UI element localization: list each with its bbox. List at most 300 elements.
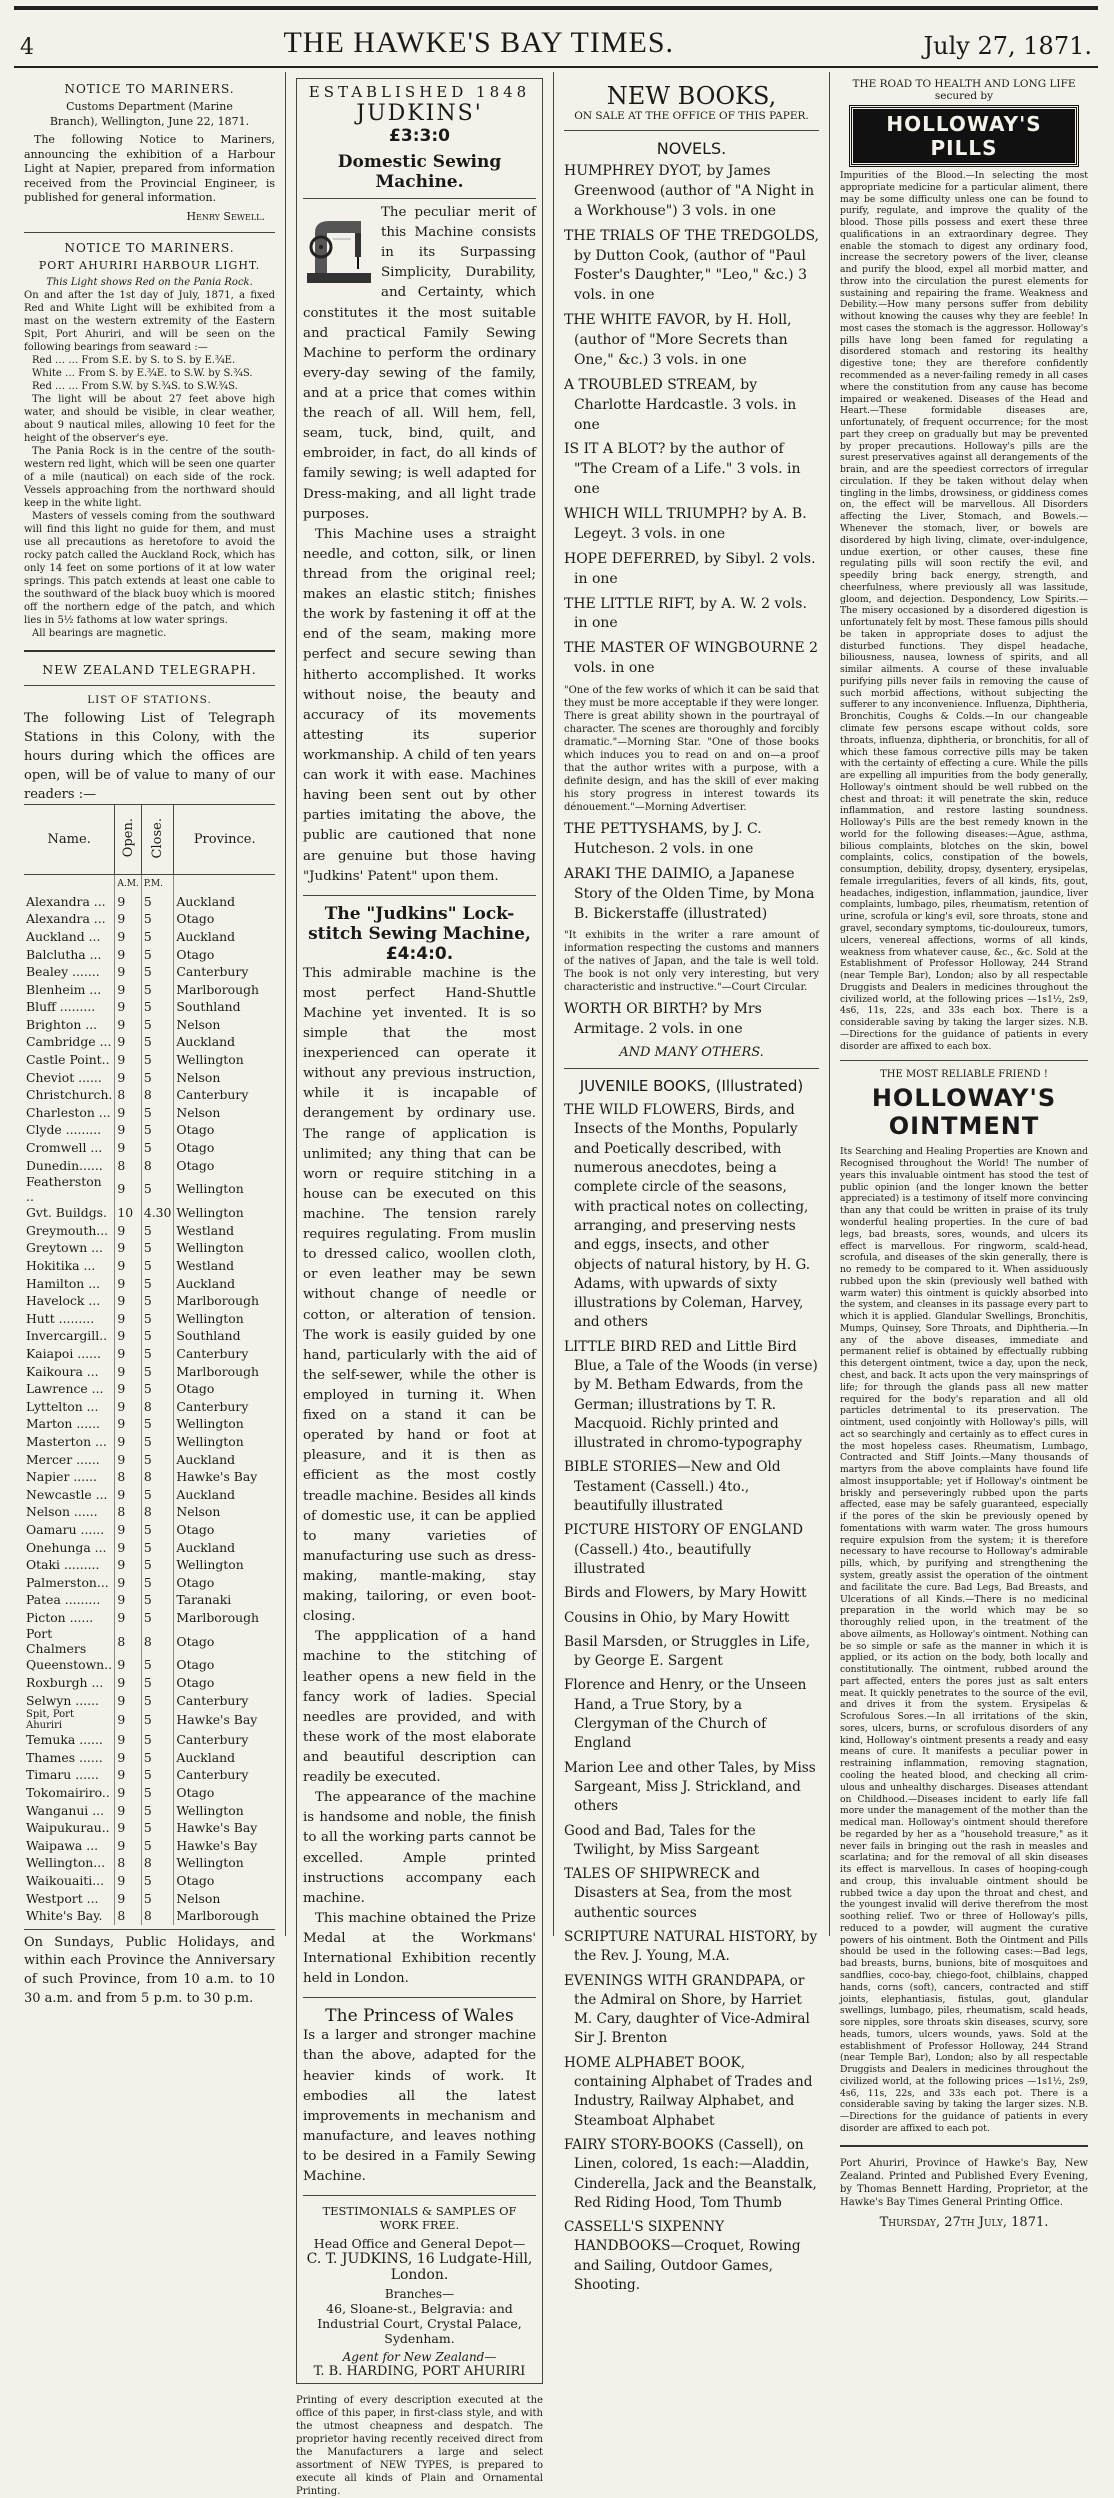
station-name: Featherston .. bbox=[24, 1174, 115, 1204]
open-hour: 9 bbox=[115, 1837, 141, 1855]
station-name: Queenstown.. bbox=[24, 1656, 115, 1674]
table-row bbox=[24, 1573, 275, 1591]
station-name: Bluff ......... bbox=[24, 998, 115, 1016]
divider bbox=[303, 1997, 536, 1998]
province: Canterbury bbox=[176, 1087, 249, 1103]
table-row bbox=[24, 1104, 275, 1122]
ointment-title: HOLLOWAY'S OINTMENT bbox=[871, 1084, 1057, 1141]
books-subtitle: ON SALE AT THE OFFICE OF THIS PAPER. bbox=[574, 110, 809, 122]
close-hour: 5 bbox=[141, 1362, 174, 1380]
judkins-p1: The peculiar merit of this Machine consists in its Surpassing Simplicity, Durability, and Certainty, which constitutes it the most suitable and practical Family Sewing Machine to perform the ordinary every-day sewing of the family, and at a price that comes within the reach of all. Will hem, fell, seam, tuck, bind, quilt, and embroider, in fact, do all kinds of family sewing; is well adapted for Dress-making, and all light trade purposes. bbox=[303, 205, 536, 522]
list-item: CASSELL'S SIXPENNY HANDBOOKS—Croquet, Rowing and Sailing, Outdoor Games, Shooting. bbox=[564, 2219, 801, 2294]
open-hour: 9 bbox=[115, 1691, 141, 1709]
province: Wellington bbox=[176, 1557, 244, 1573]
list-item: TALES OF SHIPWRECK and Disasters at Sea, from the most authentic sources bbox=[564, 1866, 792, 1921]
close-hour: 5 bbox=[141, 1327, 174, 1345]
open-hour: 9 bbox=[115, 1766, 141, 1784]
table-row bbox=[24, 1872, 275, 1890]
imprint-date: Thursday, 27th July, 1871. bbox=[879, 2214, 1049, 2230]
notice2-italic: This Light shows Red on the Pania Rock. bbox=[46, 277, 253, 289]
open-hour: 9 bbox=[115, 1450, 141, 1468]
province: Auckland bbox=[176, 1486, 236, 1502]
open-hour: 9 bbox=[115, 1656, 141, 1674]
province: Wellington bbox=[176, 1181, 244, 1197]
station-name: Thames ...... bbox=[24, 1749, 115, 1767]
open-hour: 8 bbox=[115, 1503, 141, 1521]
open-hour: 9 bbox=[115, 1222, 141, 1240]
close-hour: 5 bbox=[141, 1222, 174, 1240]
table-row bbox=[24, 1691, 275, 1709]
station-name: Oamaru ...... bbox=[24, 1521, 115, 1539]
notice1-title: NOTICE TO MARINERS. bbox=[64, 82, 235, 96]
province: Otago bbox=[176, 911, 215, 927]
office-label: Head Office and General Depot— bbox=[313, 2236, 526, 2252]
close-hour: 5 bbox=[141, 1749, 174, 1767]
printing-notice: Printing of every description executed at the office of this paper, in first-class style, and with the utmost cheapness and despatch. The proprietor having recently received direct from the Manufacturers a large and select assortment of NEW TYPES, is prepared to execute all kinds of Plain and Ornamental Printing. bbox=[296, 2395, 543, 2498]
open-hour: 9 bbox=[115, 1674, 141, 1692]
province: Otago bbox=[176, 1785, 215, 1801]
station-name: Roxburgh ... bbox=[24, 1674, 115, 1692]
judkins-p7: Is a larger and stronger machine than the above, adapted for the heavier kinds of work. It embodies all the latest improvements in mechanism and manufacture, and leaves nothing to be desired in a Family Sewing Machine. bbox=[303, 2028, 536, 2185]
list-item: THE TRIALS OF THE TREDGOLDS, by Dutton Cook, (author of "Paul Foster's Daughter," "Leo," &c.) 3 vols. in one bbox=[564, 227, 819, 304]
table-row bbox=[24, 1051, 275, 1069]
notice1-signature: Henry Sewell. bbox=[186, 209, 265, 223]
station-name: Spit, Port Ahuriri bbox=[24, 1709, 115, 1731]
list-item: ARAKI THE DAIMIO, a Japanese Story of the Olden Time, by Mona B. Bickerstaffe (illustrated) bbox=[564, 865, 815, 922]
province: Canterbury bbox=[176, 1767, 249, 1783]
province: Canterbury bbox=[176, 1345, 249, 1361]
list-item: THE LITTLE RIFT, by A. W. 2 vols. in one bbox=[564, 595, 807, 632]
telegraph-rows bbox=[24, 892, 275, 1924]
province: Canterbury bbox=[176, 1732, 249, 1748]
open-hour: 8 bbox=[115, 1626, 141, 1656]
close-hour: 5 bbox=[141, 1872, 174, 1890]
province: Wellington bbox=[176, 1802, 244, 1818]
telegraph-subtitle: LIST OF STATIONS. bbox=[87, 694, 212, 707]
open-hour: 9 bbox=[115, 945, 141, 963]
open-hour: 9 bbox=[115, 1415, 141, 1433]
ointment-text: Its Searching and Healing Properties are Known and Recognised throughout the World! The number of years this invaluable ointment has stood the test of public opinion (and the longer known the better appreciated) is a testimony of itself more convincing than any that could be written in praise of its truly wonderful healing properties. In the cure of bad legs, bad breasts, sores, wounds, and ulcers its effect is marvellous. For ringworm, scald-head, scrofula, and diseases of the skin generally, there is no remedy to be compared to it. When assiduously rubbed upon the skin (previously well bathed with warm water) this ointment is quickly absorbed into the system, and cleanses in its passage every part to which it is applied. Glandular Swellings, Bronchitis, Mumps, Quinsey, Sore Throats, and Diphtheria.—In any of the above diseases, immediate and permanent relief is obtained by effectually rubbing this detergent ointment, twice a day, upon the neck, chest, and back. It acts upon the very mainsprings of life; for through the glands pass all new matter required for the body's reparation and all old particles detrimental to its preservation. The ointment, used conjointly with Holloway's pills, will act so searchingly and certainly as to effect cures in the most hopeless cases. Rheumatism, Lumbago, Contracted and Stiff Joints.—Many thousands of martyrs from the above complaints have found life almost insupportable; yet if Holloway's ointment be briskly and perseveringly rubbed upon the parts affected, ease may be safely guaranteed, especially if the pores of the skin be previously opened by fomentations with warm water. The gross humours require expulsion from the system; it is therefore necessary to have recourse to Holloway's admirable pills, which, by purifying and strengthening the system, greatly assist the operation of the ointment and facilitate the cure. Bad Legs, Bad Breasts, and Ulcerations of all Kinds.—There is no medicinal preparation in the world which may be so thoroughly relied upon, in the treatment of the above ailments, as Holloway's ointment. Nothing can be so simple or safe as the manner in which it is applied, or its action on the body, both locally and constitutionally. The ointment, rubbed around the part affected, enters the pores just as salt enters meat. It quickly penetrates to the source of the evil, and drives it from the system. Erysipelas & Scrofulous Sores.—In all irritations of the skin, sores, ulcers, burns, or scrofulous disorders of any kind, Holloway's ointment presents a ready and easy means of cure. It manifests a peculiar power in restraining inflammation, removing stagnation, cooling the heated blood, and checking all crim-ulous and unhealthy discharges. Diseases attendant on Childhood.—Diseases incident to early life fall more under the management of the mother than the medical man. Holloway's ointment should therefore be regarded by her as a "household treasure," as it never fails in bringing out the rash in measles and scarlatina; and for the removal of all skin diseases its effect is marvellous. In cases of hooping-cough and croup, this invaluable ointment should be rubbed twice a day upon the throat and chest, and the youngest invalid will derive therefrom the most soothing relief. Two or three of Holloway's pills, reduced to a powder, will augment the curative powers of his ointment. Both the Ointment and Pills should be used in the following cases:—Bad legs, bad breasts, burns, bunions, bite of mosquitoes and sandflies, coco-bay, chiego-foot, chilblains, chapped hands, corns (soft), cancers, contracted and stiff joints, elephantiasis, fistulas, gout, glandular swellings, lumbago, piles, rheumatism, scald heads, sore nipples, sore throats skin diseases, scurvy, sore heads, tumors, ulcers wounds, yaws. Sold at the establishment of Professor Holloway, 244 Strand (near Temple Bar), London; also by all respectable Druggists and Dealers in medicines throughout the civilized world, at the following prices —1s1½, 2s9, 4s6, 11s, 22s, and 33s each pot. There is a considerable saving by taking the larger sizes. N.B.—Directions for the guidance of patients in every disorder are affixed to each pot. bbox=[840, 1146, 1088, 2134]
table-row bbox=[24, 1156, 275, 1174]
station-name: Masterton ... bbox=[24, 1433, 115, 1451]
open-hour: 9 bbox=[115, 1819, 141, 1837]
open-hour: 9 bbox=[115, 1609, 141, 1627]
open-hour: 9 bbox=[115, 1274, 141, 1292]
heading-1: Domestic Sewing Machine. bbox=[337, 152, 502, 192]
station-name: Newcastle ... bbox=[24, 1485, 115, 1503]
station-name: Cromwell ... bbox=[24, 1139, 115, 1157]
divider bbox=[564, 130, 819, 131]
open-hour: 9 bbox=[115, 910, 141, 928]
notice2-p2: The light will be about 27 feet above high water, and should be visible, in clear weather, about 9 nautical miles, allowing 10 feet for the height of the observer's eye. bbox=[24, 394, 275, 445]
close-hour: 5 bbox=[141, 1051, 174, 1069]
open-hour: 9 bbox=[115, 1556, 141, 1574]
province: Otago bbox=[176, 1521, 215, 1537]
close-hour: 8 bbox=[141, 1156, 174, 1174]
close-hour: 8 bbox=[141, 1086, 174, 1104]
station-name: Waipawa ... bbox=[24, 1837, 115, 1855]
province: Wellington bbox=[176, 1855, 244, 1871]
province: Hawke's Bay bbox=[176, 1712, 258, 1728]
list-item: LITTLE BIRD RED and Little Bird Blue, a Tale of the Woods (in verse) by M. Betham Edwards, from the German; illustrations by T. R. Macquoid. Richly printed and illustrated in chromo-typography bbox=[564, 1338, 818, 1452]
station-name: Invercargill.. bbox=[24, 1327, 115, 1345]
station-name: Lawrence ... bbox=[24, 1380, 115, 1398]
table-row bbox=[24, 1222, 275, 1240]
open-hour: 9 bbox=[115, 1257, 141, 1275]
close-hour: 5 bbox=[141, 1837, 174, 1855]
list-item: EVENINGS WITH GRANDPAPA, or the Admiral on Shore, by Harriet M. Cary, daughter of Vice-Admiral Sir J. Brenton bbox=[564, 1972, 810, 2047]
open-hour: 9 bbox=[115, 1538, 141, 1556]
open-hour: 8 bbox=[115, 1854, 141, 1872]
province: Southland bbox=[176, 999, 241, 1015]
table-row bbox=[24, 1591, 275, 1609]
notice2-p3: The Pania Rock is in the centre of the south-western red light, which will be seen one quarter of a mile (nautical) on each side of the rock. Vessels approaching from the northward should keep in the white light. bbox=[24, 446, 275, 510]
open-hour: 9 bbox=[115, 1784, 141, 1802]
open-hour: 9 bbox=[115, 1573, 141, 1591]
close-hour: 5 bbox=[141, 1766, 174, 1784]
pills-text: Impurities of the Blood.—In selecting the most appropriate medicine for a particular aliment, there may be some difficulty unless one can be found to purify, regulate, and improve the quality of the blood. Those pills possess and exert these three qualifications in an extraordinary degree. They enable the stomach to digest any ordinary food, increase the secretory powers of the liver, cleanse and purify the blood, expel all morbid matter, and throw into the circulation the purest elements for sustaining and repairing the frame. Weakness and Debility.—How many persons suffer from debility without knowing the causes why they are feeble! In most cases the stomach is the aggressor. Holloway's pills have long been famed for regulating a disordered stomach and restoring its healthy digestive tone; they are therefore confidently recommended as a never-failing remedy in all cases where the constitution from any cause has become impaired or weakened. Diseases of the Head and Heart.—These formidable diseases are, unfortunately, of frequent occurrence; for the most part they creep on gradually but may be prevented by proper precautions. Holloway's pills are the surest preservatives against all derangements of the brain, and are the speediest correctors of irregular circulation. If they be taken without delay when tingling in the limbs, drowsiness, or giddiness comes on, the effect will be marvellous. All Disorders affecting the Liver, Stomach, and Bowels.—Whenever the stomach, liver, or bowels are disordered by high living, climate, over-indulgence, undue exertion, or other causes, these fine regulating pills will soon rectify the evil, and speedily bring back energy, strength, and cheerfulness, where previously all was lassitude, gloom, and dejection. Despondency, Low Spirits.—The misery occasioned by a disordered digestion is unfortunately felt by most. These famous pills should be taken in appropriate doses to adjust the disturbed functions. They dispel headache, biliousness, nausea, lowness of spirits, and all similar ailments. A course of these invaluable purifying pills never fails in removing the cause of such morbid affections, without subjecting the sufferer to any inconvenience. Influenza, Diphtheria, Bronchitis, Coughs & Colds.—In our changeable climate few persons escape without colds, sore throats, influenza, diphtheria, or bronchitis, for all of which these famous corrective pills may be taken with the certainty of effecting a cure. While the pills are expelling all impurities from the body generally, Holloway's ointment should be well rubbed on the chest and throat: it will penetrate the skin, reduce inflammation, and restore lasting soundness. Holloway's Pills are the best remedy known in the world for the following diseases:—Ague, asthma, bilious complaints, blotches on the skin, bowel complaints, colics, constipation of the bowels, consumption, debility, dropsy, dysentery, erysipelas, female irregularities, fevers of all kinds, fits, gout, headaches, indigestion, inflammation, jaundice, liver complaints, lumbago, piles, rheumatism, retention of urine, scrofula or king's evil, sore throats, stone and gravel, secondary symptoms, tic-douloureux, tumors, ulcers, venereal affections, worms of all kinds, weakness from whatever cause, &c., &c. Sold at the Establishment of Professor Holloway, 244 Strand (near Temple Bar), London; also by all respectable Druggists and Dealers in medicines throughout the civilized world, at the following prices —1s1½, 2s9, 4s6, 11s, 22s, and 33s each box. There is a considerable saving by taking the larger sizes. N.B.—Directions for the guidance of patients in every disorder are affixed to each box. bbox=[840, 170, 1088, 1052]
divider bbox=[840, 2145, 1088, 2147]
close-hour: 5 bbox=[141, 1731, 174, 1749]
table-row bbox=[24, 998, 275, 1016]
open-hour: 9 bbox=[115, 1362, 141, 1380]
province: Auckland bbox=[176, 893, 236, 909]
station-name: Temuka ...... bbox=[24, 1731, 115, 1749]
station-name: Greymouth... bbox=[24, 1222, 115, 1240]
close-hour: 5 bbox=[141, 1521, 174, 1539]
table-row bbox=[24, 1086, 275, 1104]
open-unit: A.M. bbox=[115, 875, 141, 893]
close-unit: P.M. bbox=[141, 875, 174, 893]
page-number: 4 bbox=[20, 35, 34, 60]
open-hour: 9 bbox=[115, 1239, 141, 1257]
many-others: AND MANY OTHERS. bbox=[619, 1045, 764, 1061]
reliable-friend: THE MOST RELIABLE FRIEND ! bbox=[880, 1069, 1048, 1081]
table-row bbox=[24, 1749, 275, 1767]
table-row bbox=[24, 1854, 275, 1872]
list-item: Good and Bad, Tales for the Twilight, by Miss Sargeant bbox=[564, 1822, 760, 1858]
close-hour: 5 bbox=[141, 963, 174, 981]
open-hour: 9 bbox=[115, 1345, 141, 1363]
station-name: Onehunga ... bbox=[24, 1538, 115, 1556]
price-2: £4:4:0. bbox=[385, 943, 454, 964]
station-name: Patea ......... bbox=[24, 1591, 115, 1609]
novels-list-3 bbox=[564, 1000, 819, 1040]
province: Hawke's Bay bbox=[176, 1837, 258, 1853]
province: Southland bbox=[176, 1328, 241, 1344]
table-row bbox=[24, 963, 275, 981]
station-name: Hutt ......... bbox=[24, 1310, 115, 1328]
list-item: HOPE DEFERRED, by Sibyl. 2 vols. in one bbox=[564, 550, 816, 587]
divider bbox=[303, 895, 536, 896]
imprint: Port Ahuriri, Province of Hawke's Bay, New Zealand. Printed and Published Every Evening, by Thomas Bennett Harding, Proprietor, at the Hawke's Bay Times General Printing Office. bbox=[840, 2157, 1088, 2208]
books-title: NEW BOOKS, bbox=[606, 82, 777, 110]
table-row bbox=[24, 1204, 275, 1222]
open-hour: 9 bbox=[115, 1310, 141, 1328]
close-hour: 5 bbox=[141, 1310, 174, 1328]
list-item: HUMPHREY DYOT, by James Greenwood (author of "A Night in a Workhouse") 3 vols. in one bbox=[564, 163, 815, 219]
table-row bbox=[24, 1274, 275, 1292]
close-hour: 5 bbox=[141, 1257, 174, 1275]
novels-heading: NOVELS. bbox=[656, 139, 727, 158]
list-item: HOME ALPHABET BOOK, containing Alphabet of Trades and Industry, Railway Alphabet, and Steamboat Alphabet bbox=[564, 2054, 813, 2129]
close-hour: 5 bbox=[141, 1819, 174, 1837]
table-row bbox=[24, 1907, 275, 1925]
close-hour: 5 bbox=[141, 1274, 174, 1292]
close-hour: 5 bbox=[141, 1556, 174, 1574]
notice2-subtitle: PORT AHURIRI HARBOUR LIGHT. bbox=[38, 259, 261, 273]
open-hour: 8 bbox=[115, 1468, 141, 1486]
close-hour: 5 bbox=[141, 1292, 174, 1310]
province: Otago bbox=[176, 946, 215, 962]
province: Otago bbox=[176, 1633, 215, 1649]
province: Westland bbox=[176, 1258, 235, 1274]
province: Nelson bbox=[176, 1016, 221, 1032]
close-hour: 5 bbox=[141, 1784, 174, 1802]
table-row bbox=[24, 1609, 275, 1627]
established: ESTABLISHED 1848 bbox=[308, 83, 531, 101]
station-name: Castle Point.. bbox=[24, 1051, 115, 1069]
open-hour: 10 bbox=[115, 1204, 141, 1222]
station-name: Otaki ......... bbox=[24, 1556, 115, 1574]
province: Nelson bbox=[176, 1104, 221, 1120]
province: Auckland bbox=[176, 1539, 236, 1555]
close-hour: 5 bbox=[141, 1016, 174, 1034]
province: Otago bbox=[176, 1122, 215, 1138]
province: Wellington bbox=[176, 1310, 244, 1326]
judkins-p6: This machine obtained the Prize Medal at the Workmans' International Exhibition recently held in London. bbox=[303, 1910, 536, 1987]
list-item: THE WHITE FAVOR, by H. Holl, (author of "More Secrets than One," &c.) 3 vols. in one bbox=[564, 312, 792, 368]
station-name: Alexandra ... bbox=[24, 910, 115, 928]
province: Auckland bbox=[176, 1275, 236, 1291]
table-row bbox=[24, 1556, 275, 1574]
open-hour: 9 bbox=[115, 1889, 141, 1907]
table-row bbox=[24, 1889, 275, 1907]
table-row bbox=[24, 1485, 275, 1503]
close-hour: 5 bbox=[141, 1174, 174, 1204]
open-hour: 8 bbox=[115, 1907, 141, 1925]
close-hour: 8 bbox=[141, 1907, 174, 1925]
table-row bbox=[24, 1503, 275, 1521]
open-hour: 9 bbox=[115, 1591, 141, 1609]
open-hour: 9 bbox=[115, 1292, 141, 1310]
province: Marlborough bbox=[176, 1293, 260, 1309]
station-name: Alexandra ... bbox=[24, 892, 115, 910]
province: Wellington bbox=[176, 1240, 244, 1256]
station-name: Clyde ......... bbox=[24, 1121, 115, 1139]
divider bbox=[24, 232, 275, 233]
divider bbox=[564, 1068, 819, 1069]
table-row bbox=[24, 1674, 275, 1692]
list-item: Basil Marsden, or Struggles in Life, by George E. Sargent bbox=[564, 1633, 811, 1670]
list-item: BIBLE STORIES—New and Old Testament (Cassell.) 4to., beautifully illustrated bbox=[564, 1459, 781, 1515]
list-item: IS IT A BLOT? by the author of "The Cream of a Life." 3 vols. in one bbox=[564, 441, 801, 498]
notice2-p4: Masters of vessels coming from the southward will find this light no guide for them, and must use all precautions as heretofore to avoid the rocky patch called the Auckland Rock, which has only 14 feet on some portions of it at low water springs. This patch extends at least one cable to the southward of the black buoy which is moored off the northern edge of the patch, and which lies in 5½ fathoms at low water springs. bbox=[24, 511, 275, 627]
table-row bbox=[24, 1380, 275, 1398]
notice2-p5: All bearings are magnetic. bbox=[32, 628, 167, 640]
open-hour: 9 bbox=[115, 1121, 141, 1139]
province: Westland bbox=[176, 1222, 235, 1238]
province: Otago bbox=[176, 1157, 215, 1173]
close-hour: 4.30 bbox=[141, 1204, 174, 1222]
columns bbox=[14, 72, 1098, 2498]
list-item: Cousins in Ohio, by Mary Howitt bbox=[564, 1609, 790, 1626]
close-hour: 5 bbox=[141, 1068, 174, 1086]
station-name: Timaru ...... bbox=[24, 1766, 115, 1784]
heading-2: The "Judkins" Lock-stitch Sewing Machine, bbox=[308, 903, 531, 944]
sewing-machine-icon bbox=[303, 203, 375, 291]
province: Nelson bbox=[176, 1504, 221, 1520]
province: Auckland bbox=[176, 928, 236, 944]
close-hour: 5 bbox=[141, 1380, 174, 1398]
station-name: Gvt. Buildgs. bbox=[24, 1204, 115, 1222]
table-row bbox=[24, 1766, 275, 1784]
table-row bbox=[24, 1139, 275, 1157]
open-hour: 9 bbox=[115, 1801, 141, 1819]
table-row bbox=[24, 1468, 275, 1486]
table-row bbox=[24, 1538, 275, 1556]
pills-banner: HOLLOWAY'S PILLS bbox=[850, 106, 1078, 166]
list-item: PICTURE HISTORY OF ENGLAND (Cassell.) 4to., beautifully illustrated bbox=[564, 1522, 803, 1577]
province: Wellington bbox=[176, 1052, 244, 1068]
province: Marlborough bbox=[176, 1908, 260, 1924]
close-hour: 5 bbox=[141, 1709, 174, 1731]
open-hour: 9 bbox=[115, 1174, 141, 1204]
province: Hawke's Bay bbox=[176, 1469, 258, 1485]
price-1: £3:3:0 bbox=[389, 126, 450, 146]
open-hour: 9 bbox=[115, 1749, 141, 1767]
column-1 bbox=[14, 72, 286, 2007]
close-hour: 5 bbox=[141, 998, 174, 1016]
table-row bbox=[24, 980, 275, 998]
notice1-text: The following Notice to Mariners, announcing the exhibition of a Harbour Light at Napier, prepared from information received from the Provincial Engineer, is published for general information. bbox=[24, 133, 275, 205]
table-row bbox=[24, 1292, 275, 1310]
office-address: C. T. JUDKINS, 16 Ludgate-Hill, London. bbox=[306, 2251, 533, 2284]
close-hour: 5 bbox=[141, 1433, 174, 1451]
close-hour: 5 bbox=[141, 1801, 174, 1819]
table-row bbox=[24, 1415, 275, 1433]
close-hour: 5 bbox=[141, 928, 174, 946]
province: Nelson bbox=[176, 1890, 221, 1906]
station-name: Waikouaiti... bbox=[24, 1872, 115, 1890]
open-hour: 9 bbox=[115, 892, 141, 910]
station-name: Selwyn ...... bbox=[24, 1691, 115, 1709]
list-item: Birds and Flowers, by Mary Howitt bbox=[564, 1585, 807, 1602]
close-hour: 5 bbox=[141, 1033, 174, 1051]
newspaper-page bbox=[14, 6, 1098, 2498]
close-hour: 8 bbox=[141, 1503, 174, 1521]
open-hour: 9 bbox=[115, 1731, 141, 1749]
table-row bbox=[24, 1068, 275, 1086]
open-hour: 9 bbox=[115, 1397, 141, 1415]
station-name: Bealey ....... bbox=[24, 963, 115, 981]
province: Canterbury bbox=[176, 1692, 249, 1708]
province: Wellington bbox=[176, 1205, 244, 1221]
station-name: Greytown ... bbox=[24, 1239, 115, 1257]
telegraph-title: NEW ZEALAND TELEGRAPH. bbox=[42, 662, 257, 678]
open-hour: 9 bbox=[115, 1433, 141, 1451]
divider bbox=[24, 1929, 275, 1930]
judkins-p3: This admirable machine is the most perfect Hand-Shuttle Machine yet invented. It is so simple that the most inexperienced can operate it without any previous instruction, while it is incapable of derangement by ordinary use. The range of application is unlimited; any thing that can be worn or require stitching in a house can be executed on this machine. The tension rarely requires regulating. From muslin to dressed calico, woollen cloth, or even leather may be sewn without change of needle or cotton, or alteration of tension. The work is easily guided by one hand, particularly with the aid of the self-sewer, while the other is employed in turning it. When fixed on a stand it can be operated by hand or foot at pleasure, and it is then as efficient as the most costly treadle machine. Besides all kinds of domestic use, it can be applied to many varieties of manufacturing use such as dress-making, mantle-making, stay making, tailoring, or even boot-closing. bbox=[303, 965, 536, 1625]
close-hour: 5 bbox=[141, 1573, 174, 1591]
open-hour: 9 bbox=[115, 928, 141, 946]
table-row bbox=[24, 1345, 275, 1363]
table-row bbox=[24, 1239, 275, 1257]
table-row bbox=[24, 1626, 275, 1656]
close-hour: 8 bbox=[141, 1854, 174, 1872]
open-hour: 9 bbox=[115, 980, 141, 998]
table-row bbox=[24, 1521, 275, 1539]
table-row bbox=[24, 1433, 275, 1451]
station-name: Kaiapoi ...... bbox=[24, 1345, 115, 1363]
column-3 bbox=[554, 72, 830, 2294]
station-name: Marton ...... bbox=[24, 1415, 115, 1433]
station-name: Palmerston... bbox=[24, 1573, 115, 1591]
station-name: Napier ...... bbox=[24, 1468, 115, 1486]
open-hour: 9 bbox=[115, 1485, 141, 1503]
open-hour: 9 bbox=[115, 963, 141, 981]
close-hour: 5 bbox=[141, 1139, 174, 1157]
agent: T. B. HARDING, PORT AHURIRI bbox=[313, 2364, 526, 2380]
close-hour: 5 bbox=[141, 1121, 174, 1139]
station-name: Mercer ...... bbox=[24, 1450, 115, 1468]
close-hour: 5 bbox=[141, 1889, 174, 1907]
close-hour: 8 bbox=[141, 1397, 174, 1415]
col-open: Open. bbox=[120, 818, 136, 858]
col-name: Name. bbox=[24, 805, 115, 875]
branches: 46, Sloane-st., Belgravia: and Industrial Court, Crystal Palace, Sydenham. bbox=[317, 2301, 522, 2347]
column-2 bbox=[286, 72, 554, 2498]
station-name: Cambridge ... bbox=[24, 1033, 115, 1051]
station-name: Tokomairiro.. bbox=[24, 1784, 115, 1802]
top-rule bbox=[14, 6, 1098, 10]
table-row bbox=[24, 1397, 275, 1415]
close-hour: 5 bbox=[141, 1609, 174, 1627]
province: Wellington bbox=[176, 1433, 244, 1449]
station-name: Blenheim ... bbox=[24, 980, 115, 998]
close-hour: 5 bbox=[141, 1485, 174, 1503]
province: Marlborough bbox=[176, 1363, 260, 1379]
agent-label: Agent for New Zealand— bbox=[342, 2350, 497, 2365]
telegraph-table bbox=[24, 804, 275, 1924]
station-name: Lyttelton ... bbox=[24, 1397, 115, 1415]
open-hour: 9 bbox=[115, 1521, 141, 1539]
judkins-p2: This Machine uses a straight needle, and cotton, silk, or linen thread from the original reel; makes an elastic stitch; finishes the work by fastening it off at the end of the seam, making more perfect and secure sewing than hitherto accomplished. It works without noise, the beauty and accuracy of its movements attesting its superior workmanship. A child of ten years can work it with ease. Machines having been sent out by other parties imitating the above, the public are cautioned that none are genuine but those having "Judkins' Patent" upon them. bbox=[303, 526, 536, 884]
list-item: THE PETTYSHAMS, by J. C. Hutcheson. 2 vols. in one bbox=[564, 821, 762, 857]
close-hour: 5 bbox=[141, 1538, 174, 1556]
province: Wellington bbox=[176, 1416, 244, 1432]
province: Auckland bbox=[176, 1451, 236, 1467]
open-hour: 8 bbox=[115, 1086, 141, 1104]
province: Taranaki bbox=[176, 1592, 232, 1608]
close-hour: 5 bbox=[141, 1591, 174, 1609]
list-item: A TROUBLED STREAM, by Charlotte Hardcastle. 3 vols. in one bbox=[564, 376, 797, 433]
table-row bbox=[24, 1362, 275, 1380]
judkins-p5: The appearance of the machine is handsome and noble, the finish to all the working parts cannot be excelled. Ample printed instructions accompany each machine. bbox=[303, 1790, 536, 1906]
province: Otago bbox=[176, 1675, 215, 1691]
close-hour: 5 bbox=[141, 980, 174, 998]
divider bbox=[303, 198, 536, 199]
station-name: Auckland ... bbox=[24, 928, 115, 946]
province: Otago bbox=[176, 1574, 215, 1590]
close-hour: 5 bbox=[141, 1674, 174, 1692]
divider bbox=[840, 1060, 1088, 1061]
table-row bbox=[24, 1327, 275, 1345]
table-row bbox=[24, 1033, 275, 1051]
open-hour: 9 bbox=[115, 1051, 141, 1069]
station-name: Wellington... bbox=[24, 1854, 115, 1872]
table-row bbox=[24, 1819, 275, 1837]
